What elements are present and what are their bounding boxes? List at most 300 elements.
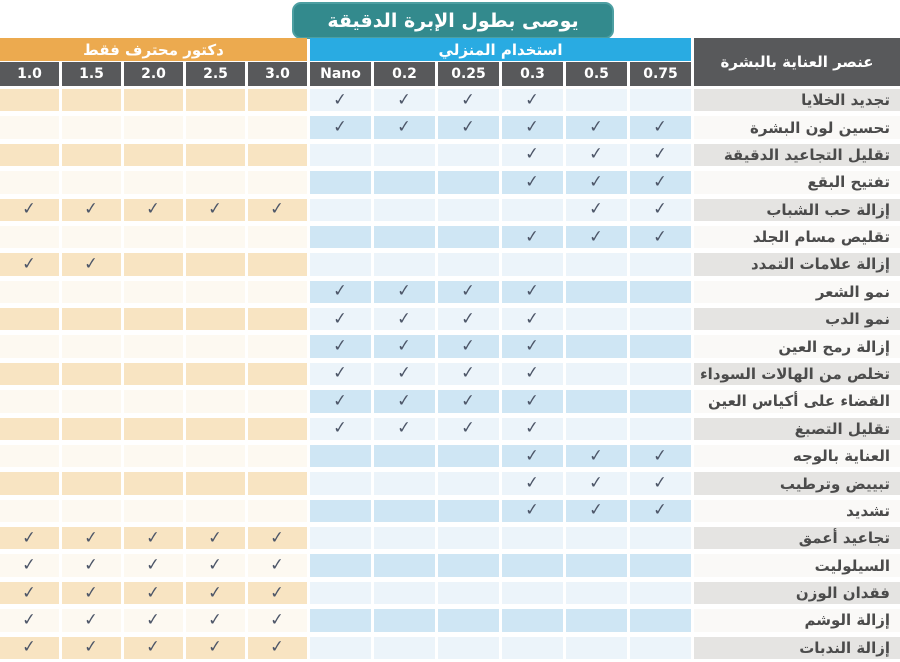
empty-cell (502, 197, 563, 224)
check-icon: ✓ (524, 226, 541, 248)
check-cell (310, 114, 371, 141)
home-use-section-label: استخدام المنزلي (438, 40, 563, 59)
empty-cell (566, 525, 627, 552)
empty-cell (374, 525, 435, 552)
empty-cell (0, 470, 59, 497)
column-header-3.0: 3.0 (248, 62, 307, 87)
check-icon: ✓ (269, 198, 286, 220)
empty-cell (186, 87, 245, 114)
check-cell (0, 552, 59, 579)
check-cell (124, 635, 183, 662)
empty-cell (124, 114, 183, 141)
check-icon: ✓ (21, 554, 38, 576)
check-cell (566, 498, 627, 525)
empty-cell (0, 388, 59, 415)
check-icon: ✓ (652, 116, 669, 138)
empty-cell (62, 169, 121, 196)
empty-cell (0, 443, 59, 470)
row-label: تجديد الخلايا (694, 87, 900, 114)
check-cell (124, 552, 183, 579)
empty-cell (124, 251, 183, 278)
empty-cell (310, 142, 371, 169)
check-cell (502, 279, 563, 306)
check-cell (438, 333, 499, 360)
check-icon: ✓ (396, 335, 413, 357)
empty-cell (630, 388, 691, 415)
check-icon: ✓ (269, 554, 286, 576)
empty-cell (438, 635, 499, 662)
empty-cell (62, 306, 121, 333)
empty-cell (0, 279, 59, 306)
empty-cell (502, 525, 563, 552)
empty-cell (186, 470, 245, 497)
check-cell (248, 552, 307, 579)
check-cell (0, 251, 59, 278)
check-cell (630, 470, 691, 497)
empty-cell (248, 333, 307, 360)
empty-cell (62, 361, 121, 388)
check-cell (502, 388, 563, 415)
row-label: نمو الشعر (694, 279, 900, 306)
column-header-1.0: 1.0 (0, 62, 59, 87)
empty-cell (438, 525, 499, 552)
empty-cell (248, 388, 307, 415)
check-cell (248, 197, 307, 224)
check-icon: ✓ (588, 499, 605, 521)
empty-cell (0, 114, 59, 141)
check-cell (62, 607, 121, 634)
empty-cell (310, 525, 371, 552)
row-label: تحسين لون البشرة (694, 114, 900, 141)
row-label: إزالة الوشم (694, 607, 900, 634)
check-icon: ✓ (21, 609, 38, 631)
row-label: فقدان الوزن (694, 580, 900, 607)
check-cell (502, 443, 563, 470)
row-label: تجاعيد أعمق (694, 525, 900, 552)
check-icon: ✓ (524, 499, 541, 521)
empty-cell (186, 361, 245, 388)
empty-cell (438, 197, 499, 224)
empty-cell (502, 580, 563, 607)
empty-cell (124, 306, 183, 333)
check-cell (630, 114, 691, 141)
check-icon: ✓ (652, 499, 669, 521)
check-icon: ✓ (83, 527, 100, 549)
empty-cell (248, 142, 307, 169)
check-icon: ✓ (21, 527, 38, 549)
column-header-0.5: 0.5 (566, 62, 627, 87)
empty-cell (310, 498, 371, 525)
empty-cell (124, 498, 183, 525)
column-header-0.25: 0.25 (438, 62, 499, 87)
empty-cell (630, 306, 691, 333)
empty-cell (248, 279, 307, 306)
empty-cell (438, 224, 499, 251)
check-icon: ✓ (460, 89, 477, 111)
empty-cell (62, 470, 121, 497)
empty-cell (62, 333, 121, 360)
empty-cell (0, 333, 59, 360)
check-icon: ✓ (460, 280, 477, 302)
empty-cell (62, 114, 121, 141)
empty-cell (374, 224, 435, 251)
empty-cell (186, 224, 245, 251)
check-icon: ✓ (588, 445, 605, 467)
check-cell (630, 197, 691, 224)
check-cell (374, 416, 435, 443)
check-cell (310, 333, 371, 360)
empty-cell (0, 416, 59, 443)
empty-cell (248, 114, 307, 141)
check-icon: ✓ (21, 253, 38, 275)
empty-cell (310, 580, 371, 607)
column-header-2.0: 2.0 (124, 62, 183, 87)
column-header-0.2: 0.2 (374, 62, 435, 87)
check-cell (502, 498, 563, 525)
row-label: تقليص مسام الجلد (694, 224, 900, 251)
check-cell (630, 169, 691, 196)
check-cell (62, 197, 121, 224)
check-cell (438, 87, 499, 114)
check-cell (630, 142, 691, 169)
empty-cell (566, 279, 627, 306)
column-header-0.3: 0.3 (502, 62, 563, 87)
empty-cell (630, 416, 691, 443)
empty-cell (62, 87, 121, 114)
empty-cell (124, 388, 183, 415)
empty-cell (248, 224, 307, 251)
check-icon: ✓ (460, 363, 477, 384)
check-cell (566, 470, 627, 497)
check-cell (186, 552, 245, 579)
check-icon: ✓ (524, 171, 541, 193)
empty-cell (62, 279, 121, 306)
empty-cell (248, 498, 307, 525)
empty-cell (124, 169, 183, 196)
doctor-section-label: دكتور محترف فقط (83, 40, 224, 59)
check-cell (124, 197, 183, 224)
empty-cell (438, 443, 499, 470)
check-cell (124, 525, 183, 552)
row-header-label: عنصر العناية بالبشرة (720, 53, 874, 71)
check-cell (502, 224, 563, 251)
check-cell (310, 279, 371, 306)
check-icon: ✓ (524, 445, 541, 467)
empty-cell (438, 580, 499, 607)
check-cell (124, 607, 183, 634)
check-icon: ✓ (524, 390, 541, 412)
check-icon: ✓ (332, 417, 349, 439)
empty-cell (186, 251, 245, 278)
check-cell (502, 470, 563, 497)
empty-cell (62, 443, 121, 470)
empty-cell (186, 142, 245, 169)
check-icon: ✓ (332, 280, 349, 302)
empty-cell (0, 498, 59, 525)
empty-cell (630, 607, 691, 634)
empty-cell (438, 470, 499, 497)
check-cell (502, 361, 563, 388)
empty-cell (566, 580, 627, 607)
check-icon: ✓ (332, 308, 349, 330)
check-cell (438, 279, 499, 306)
empty-cell (124, 87, 183, 114)
row-label: تبييض وترطيب (694, 470, 900, 497)
check-icon: ✓ (83, 554, 100, 576)
empty-cell (186, 498, 245, 525)
check-icon: ✓ (207, 198, 224, 220)
check-cell (438, 306, 499, 333)
empty-cell (310, 197, 371, 224)
check-icon: ✓ (524, 143, 541, 165)
check-icon: ✓ (145, 198, 162, 220)
check-cell (0, 197, 59, 224)
check-cell (502, 306, 563, 333)
empty-cell (630, 580, 691, 607)
check-cell (310, 87, 371, 114)
empty-cell (0, 87, 59, 114)
empty-cell (248, 470, 307, 497)
row-label: إزالة حب الشباب (694, 197, 900, 224)
empty-cell (502, 552, 563, 579)
check-icon: ✓ (145, 527, 162, 549)
check-cell (62, 525, 121, 552)
row-label: تخلص من الهالات السوداء (694, 361, 900, 388)
check-cell (566, 114, 627, 141)
row-label: إزالة الندبات (694, 635, 900, 662)
check-cell (0, 525, 59, 552)
check-icon: ✓ (460, 116, 477, 138)
check-icon: ✓ (396, 116, 413, 138)
empty-cell (630, 635, 691, 662)
empty-cell (438, 552, 499, 579)
check-icon: ✓ (588, 116, 605, 138)
check-icon: ✓ (524, 89, 541, 111)
empty-cell (0, 306, 59, 333)
empty-cell (310, 552, 371, 579)
empty-cell (124, 361, 183, 388)
empty-cell (62, 224, 121, 251)
empty-cell (566, 416, 627, 443)
check-cell (186, 580, 245, 607)
check-icon: ✓ (332, 116, 349, 138)
check-icon: ✓ (396, 363, 413, 384)
row-label: تشديد (694, 498, 900, 525)
check-cell (438, 388, 499, 415)
check-cell (374, 87, 435, 114)
check-icon: ✓ (524, 472, 541, 494)
check-icon: ✓ (652, 198, 669, 220)
empty-cell (630, 525, 691, 552)
row-label: تقليل التجاعيد الدقيقة (694, 142, 900, 169)
check-icon: ✓ (145, 582, 162, 604)
check-cell (502, 333, 563, 360)
row-label: إزالة علامات التمدد (694, 251, 900, 278)
empty-cell (374, 607, 435, 634)
check-icon: ✓ (145, 636, 162, 658)
check-icon: ✓ (524, 417, 541, 439)
check-cell (502, 114, 563, 141)
empty-cell (438, 142, 499, 169)
check-cell (374, 333, 435, 360)
empty-cell (248, 443, 307, 470)
check-cell (438, 114, 499, 141)
check-icon: ✓ (588, 171, 605, 193)
empty-cell (186, 333, 245, 360)
check-cell (62, 580, 121, 607)
empty-cell (438, 169, 499, 196)
check-icon: ✓ (21, 636, 38, 658)
check-cell (502, 169, 563, 196)
check-cell (310, 388, 371, 415)
empty-cell (310, 607, 371, 634)
check-cell (630, 224, 691, 251)
check-cell (502, 87, 563, 114)
check-icon: ✓ (396, 390, 413, 412)
check-icon: ✓ (269, 582, 286, 604)
empty-cell (374, 251, 435, 278)
check-cell (630, 443, 691, 470)
check-icon: ✓ (652, 472, 669, 494)
check-icon: ✓ (83, 198, 100, 220)
check-cell (566, 169, 627, 196)
empty-cell (186, 306, 245, 333)
check-icon: ✓ (396, 280, 413, 302)
empty-cell (248, 251, 307, 278)
check-cell (566, 142, 627, 169)
page-title (292, 2, 614, 39)
check-cell (566, 197, 627, 224)
row-label: القضاء على أكياس العين (694, 388, 900, 415)
check-cell (438, 361, 499, 388)
empty-cell (248, 361, 307, 388)
empty-cell (566, 607, 627, 634)
empty-cell (62, 142, 121, 169)
empty-cell (374, 552, 435, 579)
check-cell (248, 580, 307, 607)
check-cell (186, 525, 245, 552)
check-icon: ✓ (460, 390, 477, 412)
check-icon: ✓ (524, 308, 541, 330)
check-cell (248, 635, 307, 662)
empty-cell (374, 443, 435, 470)
column-header-1.5: 1.5 (62, 62, 121, 87)
check-icon: ✓ (524, 335, 541, 357)
empty-cell (374, 142, 435, 169)
check-cell (0, 635, 59, 662)
check-icon: ✓ (652, 226, 669, 248)
empty-cell (566, 251, 627, 278)
check-icon: ✓ (269, 527, 286, 549)
empty-cell (630, 361, 691, 388)
check-cell (62, 251, 121, 278)
check-cell (186, 635, 245, 662)
empty-cell (374, 580, 435, 607)
check-icon: ✓ (83, 636, 100, 658)
check-icon: ✓ (21, 582, 38, 604)
check-icon: ✓ (652, 445, 669, 467)
empty-cell (124, 443, 183, 470)
check-icon: ✓ (269, 609, 286, 631)
empty-cell (310, 251, 371, 278)
check-cell (502, 416, 563, 443)
check-icon: ✓ (207, 636, 224, 658)
check-icon: ✓ (332, 89, 349, 111)
check-cell (502, 142, 563, 169)
row-label: العناية بالوجه (694, 443, 900, 470)
empty-cell (374, 169, 435, 196)
check-cell (374, 306, 435, 333)
check-icon: ✓ (207, 527, 224, 549)
empty-cell (566, 635, 627, 662)
check-cell (438, 416, 499, 443)
check-icon: ✓ (460, 335, 477, 357)
check-icon: ✓ (652, 143, 669, 165)
check-icon: ✓ (588, 472, 605, 494)
check-cell (374, 388, 435, 415)
empty-cell (248, 306, 307, 333)
check-cell (310, 306, 371, 333)
empty-cell (502, 635, 563, 662)
empty-cell (186, 388, 245, 415)
empty-cell (374, 197, 435, 224)
empty-cell (310, 169, 371, 196)
empty-cell (186, 416, 245, 443)
row-label: نمو الدب (694, 306, 900, 333)
check-icon: ✓ (460, 417, 477, 439)
empty-cell (630, 87, 691, 114)
check-cell (248, 525, 307, 552)
check-icon: ✓ (524, 363, 541, 384)
check-cell (124, 580, 183, 607)
check-cell (0, 580, 59, 607)
row-label: السيلوليت (694, 552, 900, 579)
check-cell (374, 361, 435, 388)
empty-cell (0, 142, 59, 169)
row-label: تفتيح البقع (694, 169, 900, 196)
check-icon: ✓ (332, 390, 349, 412)
check-icon: ✓ (396, 417, 413, 439)
empty-cell (310, 224, 371, 251)
empty-cell (566, 333, 627, 360)
check-cell (374, 279, 435, 306)
page-title-text: يوصى بطول الإبرة الدقيقة (327, 9, 579, 32)
check-icon: ✓ (145, 609, 162, 631)
empty-cell (566, 306, 627, 333)
empty-cell (374, 470, 435, 497)
empty-cell (248, 87, 307, 114)
empty-cell (124, 279, 183, 306)
check-cell (566, 443, 627, 470)
doctor-section-header (0, 38, 307, 62)
empty-cell (630, 333, 691, 360)
empty-cell (374, 635, 435, 662)
needle-length-table (0, 38, 900, 662)
empty-cell (438, 607, 499, 634)
row-label: إزالة رمح العين (694, 333, 900, 360)
check-icon: ✓ (396, 308, 413, 330)
check-icon: ✓ (21, 198, 38, 220)
check-cell (310, 361, 371, 388)
check-icon: ✓ (588, 198, 605, 220)
check-cell (630, 498, 691, 525)
empty-cell (566, 388, 627, 415)
empty-cell (186, 279, 245, 306)
empty-cell (438, 498, 499, 525)
empty-cell (124, 470, 183, 497)
home-use-section-header (310, 38, 691, 62)
empty-cell (62, 498, 121, 525)
